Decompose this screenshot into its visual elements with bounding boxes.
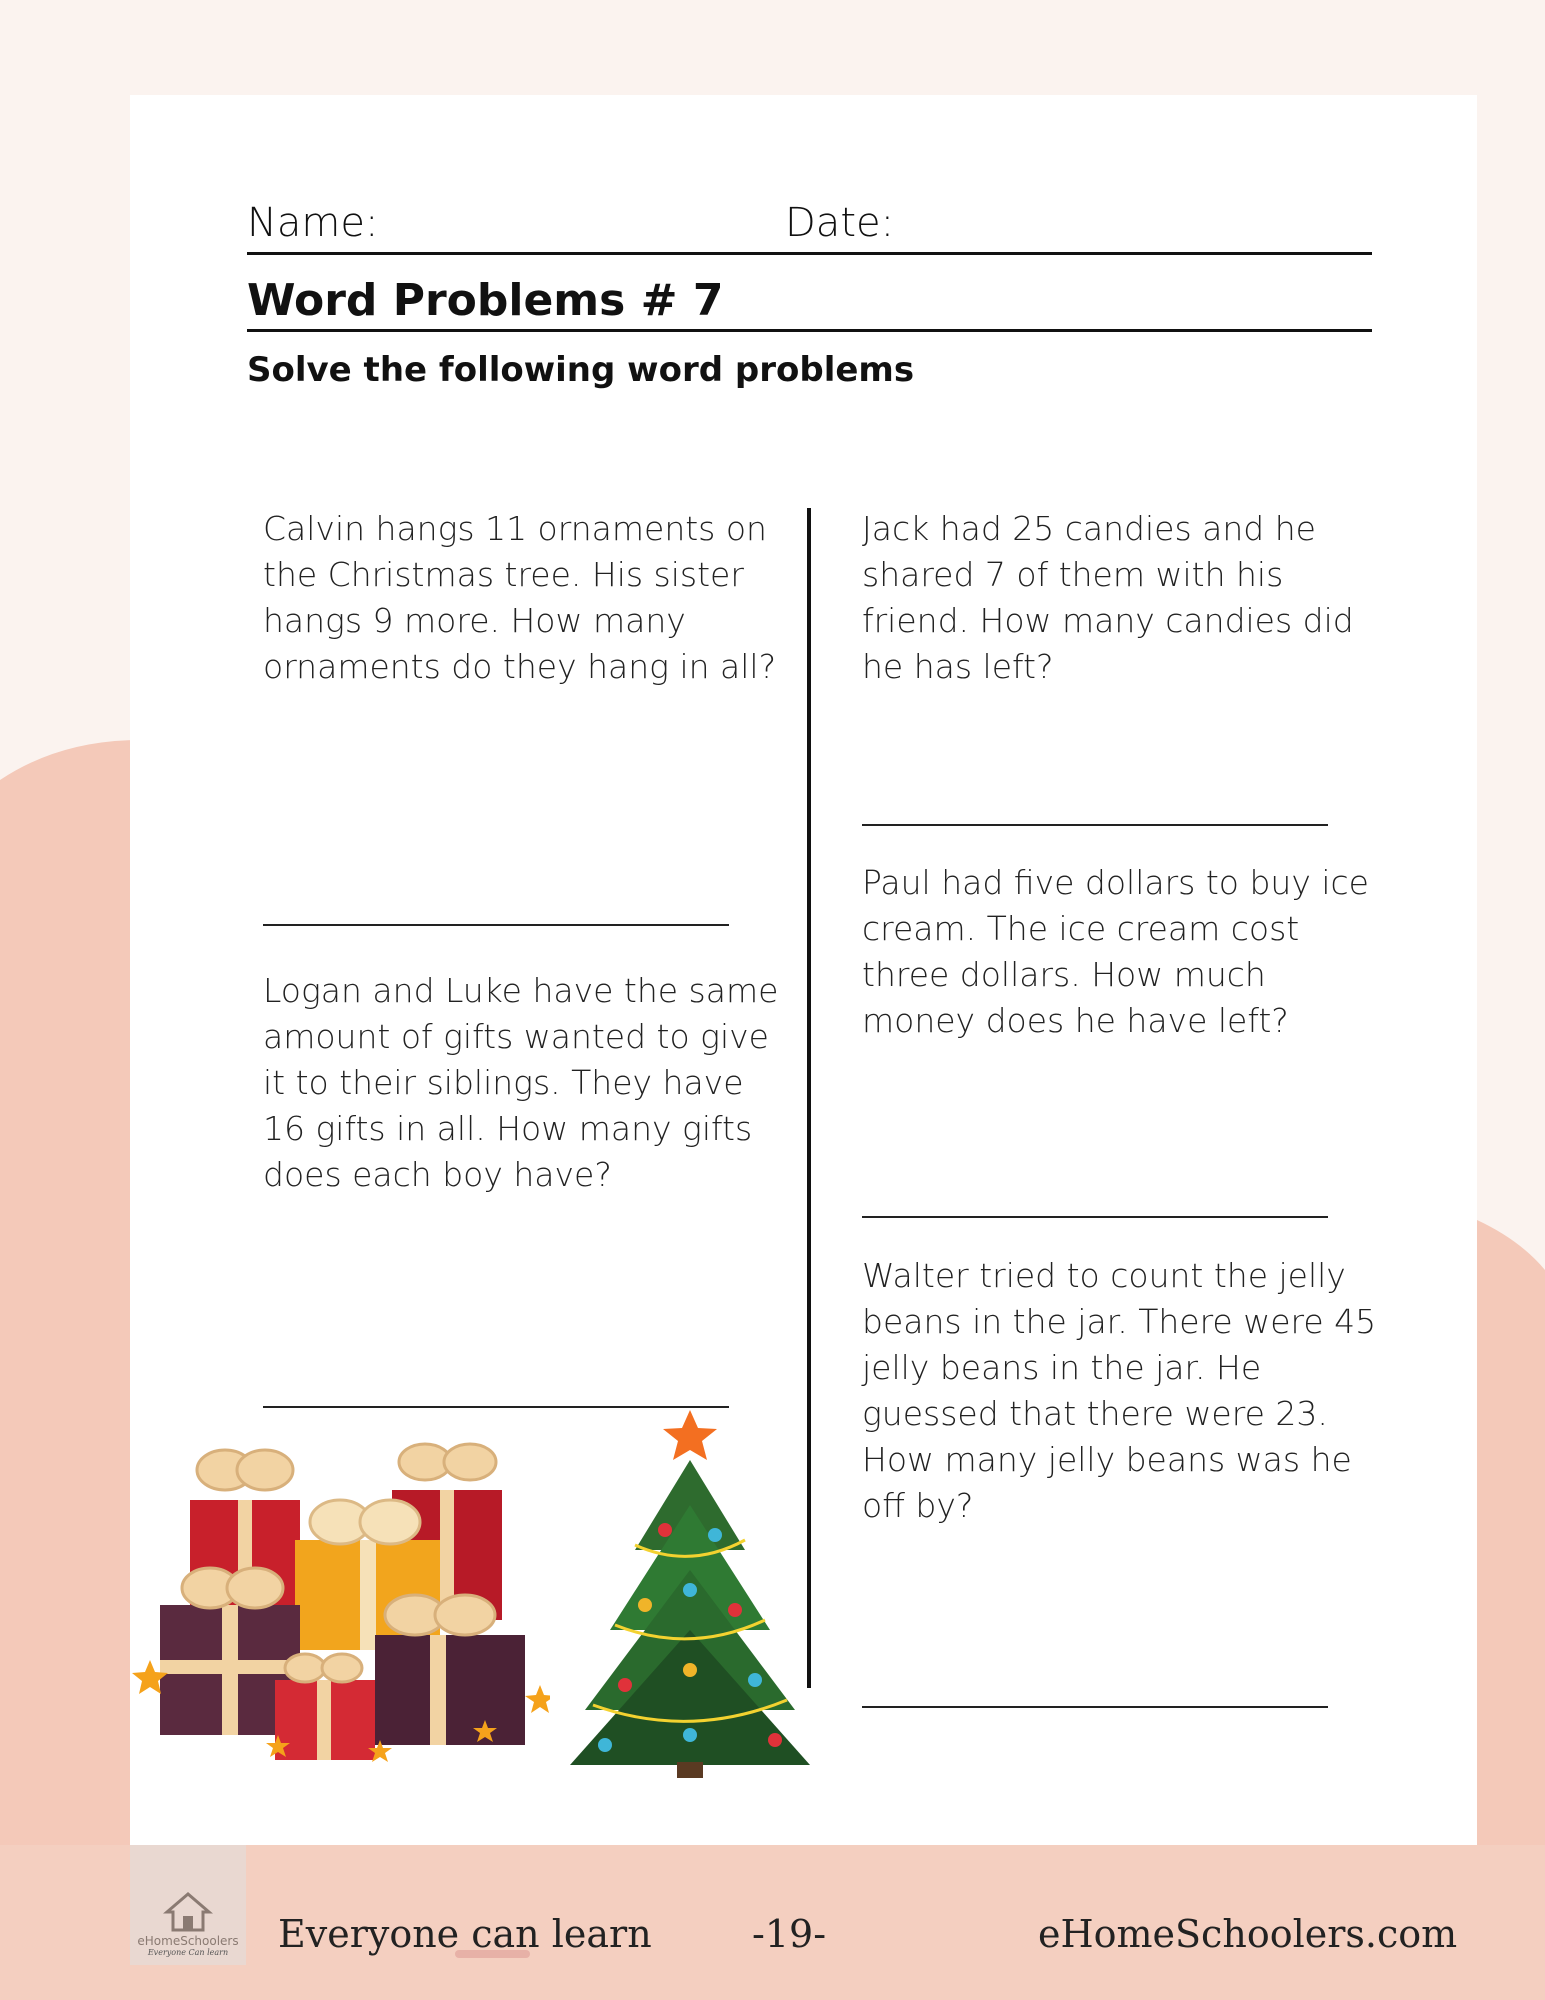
small-red-gift-box bbox=[275, 1654, 375, 1760]
instructions: Solve the following word problems bbox=[247, 350, 915, 390]
tree-star-icon bbox=[663, 1410, 717, 1460]
problem-left-1: Calvin hangs 11 ornaments on the Christmas tree. His sister hangs 9 more. How many ornaments do they hang in all? bbox=[263, 509, 777, 686]
answer-line-left-2[interactable] bbox=[263, 1406, 729, 1408]
problem-right-3: Walter tried to count the jelly beans in the jar. There were 45 jelly beans in the jar. He guessed that there were 23. How many jelly beans was he off by? bbox=[862, 1256, 1377, 1525]
answer-line-right-2[interactable] bbox=[862, 1216, 1328, 1218]
problem-right-1: Jack had 25 candies and he shared 7 of them with his friend. How many candies did he has left? bbox=[862, 509, 1354, 686]
christmas-tree-illustration bbox=[565, 1410, 815, 1780]
page-number: -19- bbox=[752, 1912, 827, 1956]
name-label: Name: bbox=[247, 200, 379, 246]
title-underline bbox=[247, 329, 1372, 332]
website-link[interactable]: eHomeSchoolers.com bbox=[1038, 1912, 1458, 1956]
logo-name: eHomeSchoolers bbox=[137, 1934, 239, 1948]
answer-line-right-1[interactable] bbox=[862, 824, 1328, 826]
logo-tagline: Everyone Can learn bbox=[147, 1948, 229, 1957]
answer-line-left-1[interactable] bbox=[263, 924, 729, 926]
name-date-line[interactable] bbox=[247, 252, 1372, 255]
purple-gift-box-right bbox=[375, 1595, 525, 1745]
page-title: Word Problems # 7 bbox=[247, 275, 724, 326]
gift-boxes-illustration bbox=[130, 1430, 550, 1770]
problem-left-2: Logan and Luke have the same amount of gifts wanted to give it to their siblings. They have 16 gifts in all. How many gifts does each boy have? bbox=[263, 971, 779, 1194]
date-label: Date: bbox=[785, 200, 895, 246]
footer-slogan: Everyone can learn bbox=[278, 1912, 652, 1956]
answer-line-right-3[interactable] bbox=[862, 1706, 1328, 1708]
house-icon bbox=[163, 1890, 213, 1934]
problem-right-2: Paul had five dollars to buy ice cream. The ice cream cost three dollars. How much money does he have left? bbox=[862, 863, 1369, 1040]
brand-logo[interactable] bbox=[130, 1845, 246, 1965]
